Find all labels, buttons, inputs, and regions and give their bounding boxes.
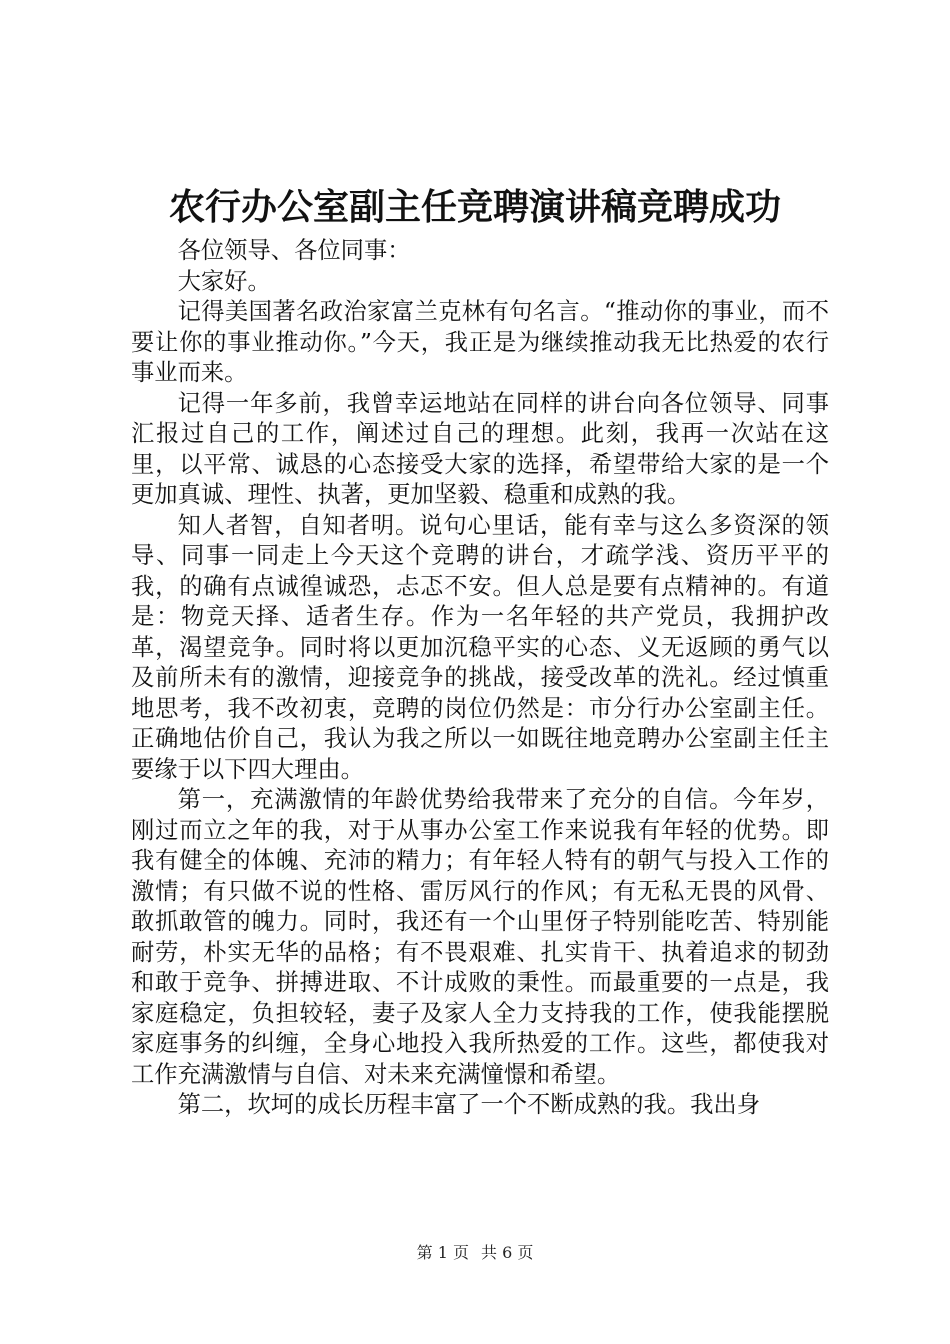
body-paragraph: 第二，坎坷的成长历程丰富了一个不断成熟的我。我出身 [177,1091,761,1118]
body-paragraph: 第一，充满激情的年龄优势给我带来了充分的自信。今年岁，刚过而立之年的我，对于从事办公室工作来说我有年轻的优势。即我有健全的体魄、充沛的精力；有年轻人特有的朝气与投入工作的激情；有只做不说的性格、雷厉风行的作风；有无私无畏的风骨、敢抓敢管的魄力。同时，我还有一个山里伢子特别能吃苦、特别能耐劳，朴实无华的品格；有不畏艰难、扎实肯干、执着追求的韧劲和敢于竞争、拼搏进取、不计成败的秉性。而最重要的一点是，我家庭稳定，负担较轻，妻子及家人全力支持我的工作，使我能摆脱家庭事务的纠缠，全身心地投入我所热爱的工作。这些，都使我对工作充满激情与自信、对未来充满憧憬和希望。 [131,786,829,1088]
body-paragraph: 记得一年多前，我曾幸运地站在同样的讲台向各位领导、同事汇报过自己的工作，阐述过自己的理想。此刻，我再一次站在这里，以平常、诚恳的心态接受大家的选择，希望带给大家的是一个更加真诚、理性、执著，更加坚毅、稳重和成熟的我。 [131,389,829,508]
body-paragraph: 知人者智，自知者明。说句心里话，能有幸与这么多资深的领导、同事一同走上今天这个竞聘的讲台，才疏学浅、资历平平的我，的确有点诚徨诚恐，忐忑不安。但人总是要有点精神的。有道是：物竞天择、适者生存。作为一名年轻的共产党员，我拥护改革，渴望竞争。同时将以更加沉稳平实的心态、义无返顾的勇气以及前所未有的激情，迎接竞争的挑战，接受改革的洗礼。经过慎重地思考，我不改初衷，竞聘的岗位仍然是：市分行办公室副主任。正确地估价自己，我认为我之所以一如既往地竞聘办公室副主任主要缘于以下四大理由。 [131,511,829,783]
page-footer [0,1242,950,1264]
page-total: 共 6 页 [481,1243,534,1262]
document-body [131,236,829,1121]
document-title: 农行办公室副主任竞聘演讲稿竞聘成功 [168,186,781,228]
salutation-paragraph: 各位领导、各位同事： [177,237,411,264]
body-paragraph: 记得美国著名政治家富兰克林有句名言。“推动你的事业，而不要让你的事业推动你。”今天，我正是为继续推动我无比热爱的农行事业而来。 [131,298,829,386]
page-number: 第 1 页 [416,1243,469,1262]
greeting-paragraph: 大家好。 [177,267,271,295]
